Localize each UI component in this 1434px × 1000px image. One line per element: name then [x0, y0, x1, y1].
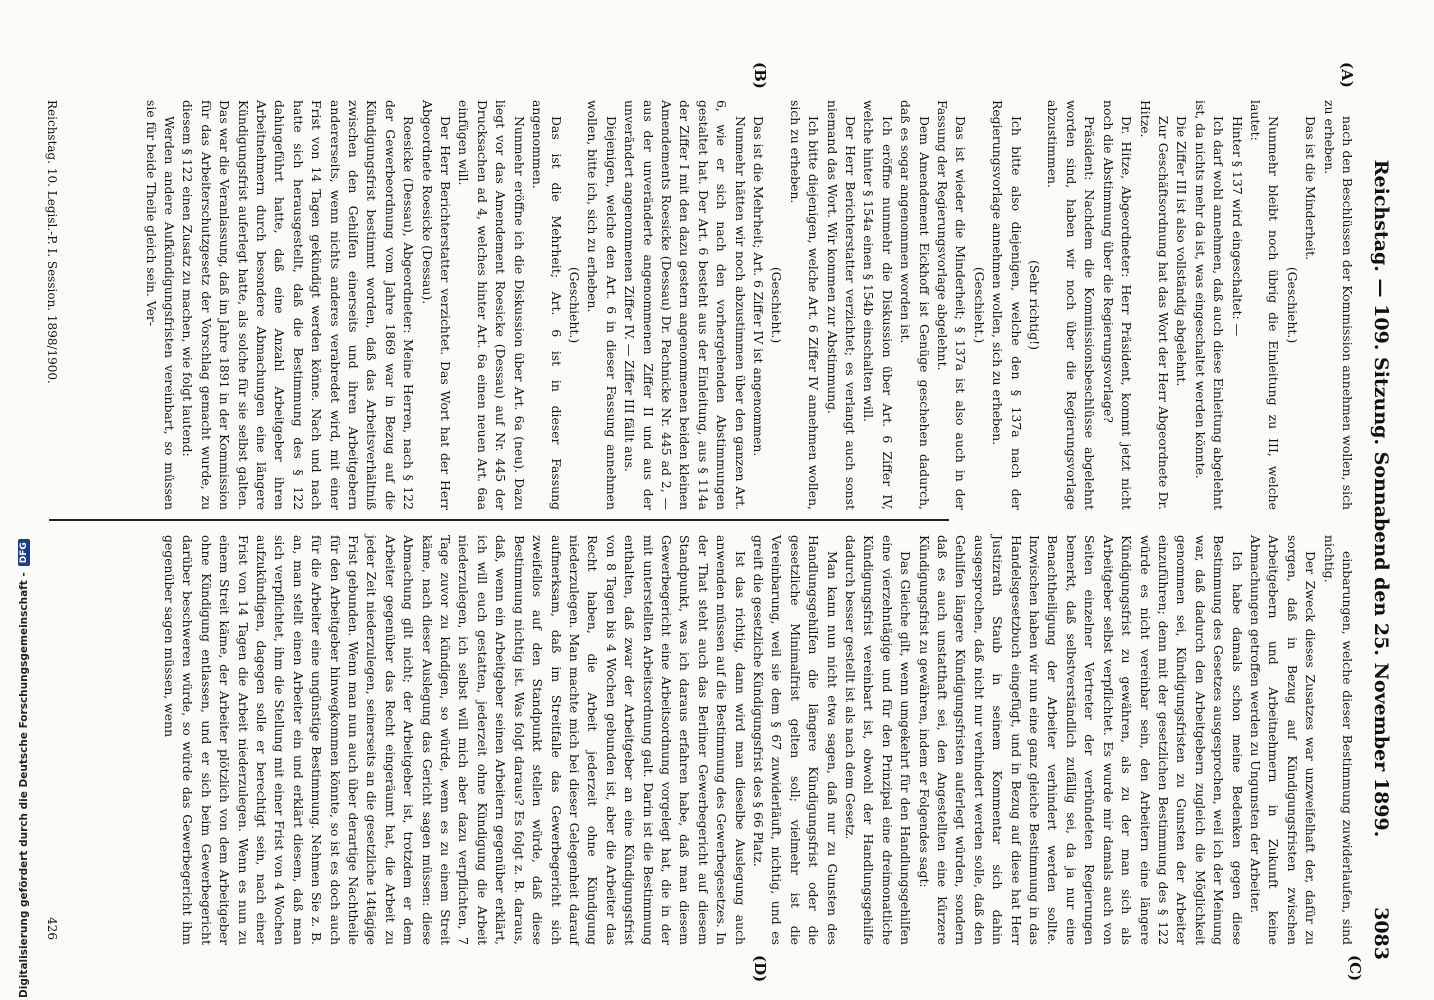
margin-marker-b: (B): [751, 62, 769, 89]
funding-credit: [18, 539, 30, 998]
paragraph: Ich bitte diejenigen, welche Art. 6 Ziffer IV annehmen wollen, sich zu erheben.: [787, 100, 822, 510]
running-title: Reichstag. — 109. Sitzung. Sonnabend den 25. November 1899.: [1370, 159, 1392, 838]
paragraph: Roesicke (Dessau), Abgeordneter: Meine Herren, nach § 122 der Gewerbeordnung vom Jahre 1869 war in Bezug auf die Kündigungsfrist bestimmt worden, daß das Arbeitsverhältniß zwischen den Gehilfen einerseits und ihren Arbeitgebern andererseits, wenn nichts anderes verabredet wird, mit einer Frist von 14 Tagen gekündigt werden könne. Nach und nach hatte sich herausgestellt, daß die Bestimmung des § 122 dahingeführt hatte, daß eine Anzahl Arbeitgeber ihren Arbeitnehmern durch besondere Abmachungen eine längere Kündigungsfrist auferlegt hatte, als solche für sie selbst galten. Das war die Veranlassung, daß im Jahre 1891 in der Kommission für das Arbeiterschutzgesetz der Vorschlag gemacht wurde, zu diesem § 122 einen Zusatz zu machen, wie folgt lautend:: [180, 100, 417, 510]
paragraph: Diejenigen, welche den Art. 6 in dieser Fassung annehmen wollen, bitte ich, sich zu erheben.: [585, 100, 619, 510]
paragraph: Nunmehr hätten wir noch abzustimmen über den ganzen Art. 6, wie er sich nach den vorhergehenden Abstimmungen gestaltet hat. Der Art. 6 besteht aus der Einleitung, aus § 114a der Ziffer I mit den dazu gestern angenommenen beiden kleinen Amendements Roesicke (Dessau) Dr. Pachnicke Nr. 445 ad 2, — aus der unveränderte angenommenen Ziffer II und aus der unverändert angenommenen Ziffer IV. — Ziffer III fällt aus.: [622, 100, 748, 510]
paragraph: Der Herr Berichterstatter verzichtet; es verlangt auch sonst niemand das Wort. Wir kommen zur Abstimmung.: [824, 100, 859, 510]
paragraph: Dem Amendement Eickhoff ist Genüge geschehen dadurch, daß es sogar angenommen worden ist.: [898, 100, 932, 510]
paragraph: Ich bitte also diejenigen, welche den § 137a nach der Regierungsvorlage annehmen wollen, sich zu erheben.: [990, 100, 1024, 510]
page-number: 3083: [1370, 907, 1392, 960]
margin-marker-c: (C): [1346, 955, 1364, 982]
paragraph: Man kann nun nicht etwa sagen, daß nur zu Gunsten des Handlungsgehilfen die längere Kündigungsfrist oder die gesetzliche Minimalfrist gelten soll; vielmehr ist die Vereinbarung, weil sie dem § 67 zuwiderläuft, nichtig, und es greift die gesetzliche Kündigungsfrist des § 66 Platz.: [751, 535, 840, 945]
paragraph: Präsident: Nachdem die Kommissionsbeschlüsse abgelehnt worden sind, haben wir noch über die Regierungsvorlage abzustimmen.: [1045, 100, 1098, 510]
paragraph: Ich habe damals schon meine Bedenken gegen diese Bestimmung des Gesetzes ausgesprochen, weil ich der Meinung war, daß dadurch den Arbeitgebern zugleich die Möglichkeit genommen sei, Kündigungsfristen zu Gunsten der Arbeiter einzuführen; denn mit der gesetzlichen Bestimmung des § 122 würde es nicht vereinbar sein, den Arbeitern eine längere Kündigungsfrist zu gewähren, als zu der man sich als Arbeitgeber selbst verpflichtet. Es wurde mir damals auch von Seiten einzelner Vertreter der verbündeten Regierungen bemerkt, daß selbstverständlich zufällig sei, da ja nur eine Benachtheiligung der Arbeiter verhindert werden sollte. Inzwischen haben wir nun eine ganz gleiche Bestimmung in das Handelsgesetzbuch eingefügt, und in Bezug auf diese hat Herr Justizrath Staub in seinem Kommentar sich dahin ausgesprochen, daß nicht nur verhindert werden solle, daß den Gehilfen längere Kündigungsfristen auferlegt würden, sondern daß es auch unstatthaft sei, den Angestellten eine kürzere Kündigungsfrist zu gewähren, indem er Folgendes sagt:: [916, 535, 1245, 945]
running-header: [1366, 90, 1396, 960]
text-column-right: [162, 535, 1356, 945]
paragraph: Dr. Hitze, Abgeordneter: Herr Präsident, kommt jetzt nicht noch die Abstimmung über die Regierungsvorlage?: [1100, 100, 1135, 510]
paragraph: Der Zweck dieses Zusatzes war unzweifelhaft der, dafür zu sorgen, daß in Bezug auf Kündigungsfristen zwischen Arbeitgebern und Arbeitnehmern in Zukunft keine Abmachungen getroffen werden zu Ungunsten der Arbeiter.: [1247, 535, 1319, 945]
paragraph: Ist das richtig, dann wird man dieselbe Auslegung auch anwenden müssen auf die Bestimmung des Gewerbegesetzes. In der That steht auch das Berliner Gewerbegericht auf diesem Standpunkt, was ich daraus erfahren habe, daß man diesem Gewerbegericht eine Arbeitsordnung vorgelegt hat, die in der mit unterstellten Arbeitsordnung galt. Darin ist die Bestimmung enthalten, daß zwar der Arbeitgeber an eine Kündigungsfrist von 8 Tagen bis 4 Wochen gebunden ist, aber die Arbeiter das Recht haben, die Arbeit jederzeit ohne Kündigung niederzulegen. Man machte mich bei dieser Gelegenheit darauf aufmerksam, daß im Streitfalle das Gewerbegericht sich zweifellos auf den Standpunkt stellen würde, daß diese Bestimmung nichtig ist. Was folgt daraus? Es folgt z. B. daraus, daß, wenn ein Arbeitgeber seinen Arbeitern gegenüber erklärt, ich will euch gestatten, jederzeit ohne Kündigung die Arbeit niederzulegen, ich selbst will mich aber dazu verpflichten, 7 Tage zuvor zu kündigen, so würde, wenn es zu einem Streit käme, nach dieser Auslegung das Gericht sagen müssen: diese Abmachung gilt nicht; der Arbeitgeber ist, trotzdem er dem Arbeiter gegenüber das Recht eingeräumt hat, die Arbeit zu jeder Zeit niederzulegen, seinerseits an die gesetzliche 14tägige Frist gebunden. Wenn man nun auch über derartige Nachtheile für den Arbeitgeber hinwegkommen könnte, so ist es doch auch für die Arbeiter eine ungünstige Bestimmung. Nehmen Sie z. B. an, man stellt einen Arbeiter ein und erklärt diesem, daß man sich verpflichtet, ihm die Stellung mit einer Frist von 4 Wochen aufzukündigen, dagegen solle er berechtigt sein, nach einer Frist von 14 Tagen die Arbeit niederzulegen. Wenn es nun zu einem Streit käme, der Arbeiter plötzlich von dem Arbeitgeber ohne Kündigung entlassen, und er sich beim Gewerbegericht darüber beschweren würde, so würde das Gewerbegericht ihm gegenüber sagen müssen, wenn: [162, 535, 748, 945]
credit-text: Digitalisierung gefördert durch die Deutsche Forschungsgemeinschaft -: [18, 572, 30, 998]
paragraph: Das ist die Minderheit.: [1303, 116, 1319, 261]
footer-source: Reichstag. 10. Legisl.-P. I. Session. 1898/1900.: [45, 100, 59, 384]
paragraph: Der Herr Berichterstatter verzichtet. Das Wort hat der Herr Abgeordnete Roesicke (Dessau).: [419, 100, 454, 510]
paragraph: Ich darf wohl annehmen, daß auch diese Einleitung abgelehnt ist, da nichts mehr da ist, was eingeschaltet werden könnte.: [1192, 100, 1227, 510]
paragraph: Zur Geschäftsordnung hat das Wort der Herr Abgeordnete Dr. Hitze.: [1137, 100, 1171, 510]
paragraph: (Geschieht.): [1284, 266, 1300, 344]
column-divider: [49, 519, 949, 521]
paragraph: Das ist die Mehrheit; Art. 6 Ziffer IV ist angenommen.: [751, 116, 766, 457]
paragraph: Werden andere Aufkündigungsfristen vereinbart, so müssen sie für beide Theile gleich sein. Ver-: [143, 100, 177, 510]
margin-marker-d: (D): [751, 955, 769, 983]
paragraph: (Sehr richtig!): [1027, 260, 1043, 350]
paragraph: (Geschieht.): [566, 266, 582, 344]
paragraph: Das ist wieder die Minderheit; § 137a ist also auch in der Fassung der Regierungsvorlage abgelehnt.: [935, 100, 969, 510]
page-footer: [45, 100, 59, 940]
paragraph: Hinter § 137 wird eingeschaltet: —: [1229, 116, 1245, 336]
paragraph: Nunmehr eröffne ich die Diskussion über Art. 6a (neu). Dazu liegt vor das Amendement Roesicke (Dessau) auf Nr. 445 der Drucksachen ad 4, welches hinter Art. 6a einen neuen Art. 6aa einfügen will.: [456, 100, 527, 510]
paragraph: (Geschieht.): [769, 266, 785, 344]
dfg-logo: DFG: [18, 539, 30, 566]
text-column-left: [143, 100, 1356, 510]
paragraph: Nunmehr bleibt noch übrig die Einleitung zu III, welche lautet:: [1247, 100, 1282, 510]
paragraph: Das Gleiche gilt, wenn umgekehrt für den Handlungsgehilfen eine vierzehntägige und für den Prinzipal eine dreimonatliche Kündigungsfrist vereinbart ist, obwohl der Handlungsgehilfe dadurch besser gestellt ist als nach dem Gesetz.: [843, 535, 914, 945]
margin-marker-a: (A): [1338, 62, 1356, 88]
paragraph: Ich eröffne nunmehr die Diskussion über Art. 6 Ziffer IV, welche hinter § 154a einen § 154b einschalten will.: [861, 100, 895, 510]
paragraph: Das ist die Mehrheit; Art. 6 ist in dieser Fassung angenommen.: [530, 100, 564, 510]
paragraph: einbarungen, welche dieser Bestimmung zuwiderlaufen, sind nichtig.: [1321, 535, 1355, 945]
paragraph: Die Ziffer III ist also vollständig abgelehnt.: [1174, 116, 1190, 387]
footer-sheet-number: 426: [45, 917, 59, 940]
paragraph: nach den Beschlüssen der Kommission annehmen wollen, sich zu erheben.: [1321, 100, 1355, 510]
paragraph: (Geschieht.): [971, 266, 987, 344]
